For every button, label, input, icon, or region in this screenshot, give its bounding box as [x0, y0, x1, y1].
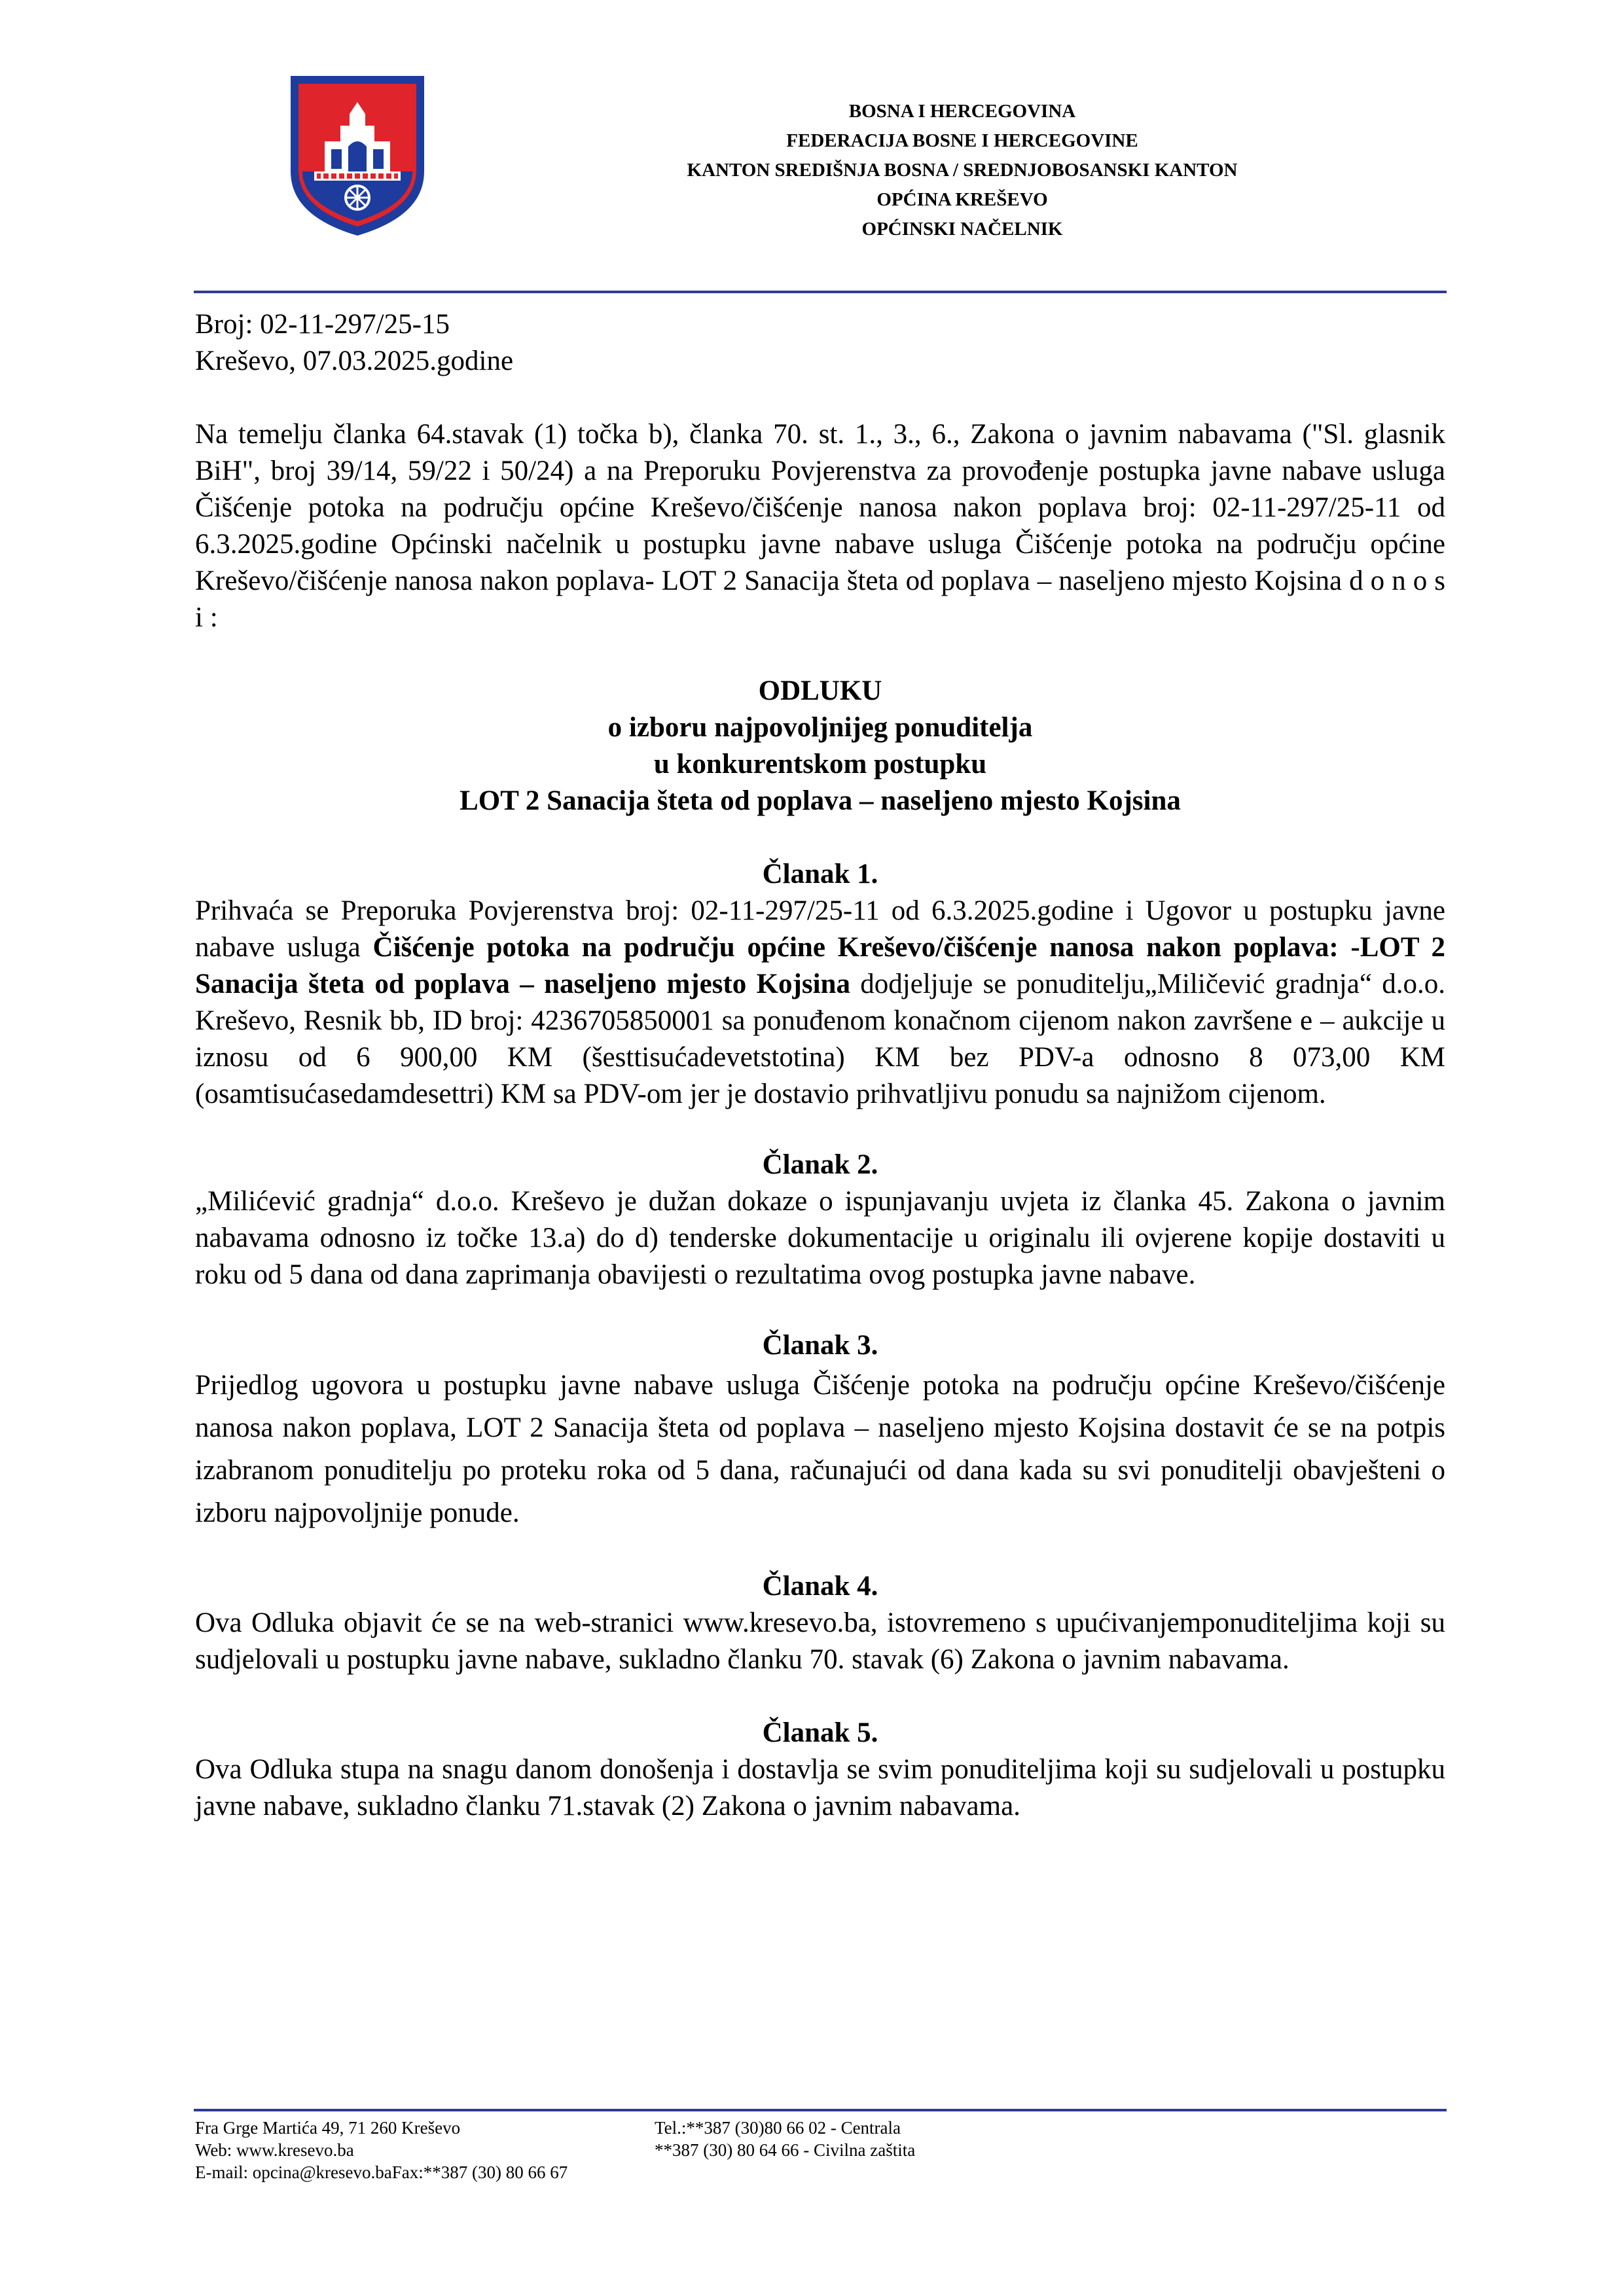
institution-header [589, 97, 1335, 244]
header-line-municipality: OPĆINA KREŠEVO [876, 189, 1048, 210]
document-body [195, 306, 1445, 1825]
footer-left-column [195, 2117, 653, 2183]
article-1-text [195, 893, 1445, 1113]
footer-address: Fra Grge Martića 49, 71 260 Kreševo [195, 2118, 461, 2138]
article-3-heading: Članak 3. [762, 1330, 878, 1361]
footer-web: Web: www.kresevo.ba [195, 2140, 354, 2160]
title-line-subject: o izboru najpovoljnijeg ponuditelja [607, 712, 1033, 743]
article-2-text: „Milićević gradnja“ d.o.o. Kreševo je dužan dokaze o ispunjavanju uvjeta iz članka 45. Zakona o javnim nabavama odnosno iz točke 13.a) do d) tenderske dokumentacije u originalu ili ovjerene kopije dostaviti u roku od 5 dana od dana zaprimanja obavijesti o rezultatima ovog postupka javne nabave. [195, 1186, 1445, 1290]
footer-divider [194, 2109, 1447, 2111]
title-line-procedure: u konkurentskom postupku [653, 749, 987, 780]
footer-right-column [655, 2117, 1113, 2161]
article-1-text-part1: Prihvaća se Preporuka Povjerenstva broj: 02-11-297/25-11 od 6.3.2025.godine i Ugovor u postupku javne nabave usluga [195, 895, 1445, 963]
footer-phone-civil-protection: **387 (30) 80 64 66 - Civilna zaštita [655, 2140, 916, 2160]
article-1-text-part2: dodjeljuje se ponuditelju„Miličević gradnja“ d.o.o. Kreševo, Resnik bb, ID broj: 4236705850001 sa ponuđenom konačnom cijenom nakon završene e – aukcije u iznosu od 6 900,00 KM (šesttisućadevetstotina) KM bez PDV-a odnosno 8 073,00 KM (osamtisućasedamdesettri) KM sa PDV-om jer je dostavio prihvatljivu ponudu sa najnižom cijenom. [195, 969, 1446, 1109]
reference-number: Broj: 02-11-297/25-15 [195, 309, 450, 340]
title-line-odluku: ODLUKU [758, 675, 882, 706]
document-meta [195, 306, 1445, 380]
article-2-heading: Članak 2. [762, 1149, 878, 1180]
article-4-text: Ova Odluka objavit će se na web-stranici www.kresevo.ba, istovremeno s upućivanjemponuditeljima koji su sudjelovali u postupku javne nabave, sukladno članku 70. stavak (6) Zakona o javnim nabavama. [195, 1607, 1445, 1675]
article-1-heading: Članak 1. [762, 859, 878, 889]
header-line-canton: KANTON SREDIŠNJA BOSNA / SREDNJOBOSANSKI KANTON [687, 160, 1238, 181]
article-5-heading: Članak 5. [762, 1717, 878, 1748]
header-divider [194, 291, 1447, 293]
header-line-country: BOSNA I HERCEGOVINA [848, 101, 1076, 122]
footer-phone-central: Tel.:**387 (30)80 66 02 - Centrala [655, 2118, 901, 2138]
title-line-lot: LOT 2 Sanacija šteta od poplava – naseljeno mjesto Kojsina [460, 785, 1181, 816]
article-3-text: Prijedlog ugovora u postupku javne nabave usluga Čišćenje potoka na području općine Kreševo/čišćenje nanosa nakon poplava, LOT 2 Sanacija šteta od poplava – naseljeno mjesto Kojsina dostavit će se na potpis izabranom ponuditelju po proteku roka od 5 dana, računajući od dana kada su svi ponuditelji obavješteni o izboru najpovoljnije ponude. [195, 1370, 1445, 1528]
kresevo-coat-of-arms-icon [288, 73, 427, 238]
article-1-text-bold: Čišćenje potoka na području općine Kreševo/čišćenje nanosa nakon poplava: -LOT 2 Sanacija šteta od poplava – naseljeno mjesto Kojsina [195, 932, 1446, 999]
article-5-text: Ova Odluka stupa na snagu danom donošenja i dostavlja se svim ponuditeljima koji su sudjelovali u postupku javne nabave, sukladno članku 71.stavak (2) Zakona o javnim nabavama. [195, 1754, 1445, 1821]
place-and-date: Kreševo, 07.03.2025.godine [195, 346, 514, 376]
article-4-heading: Članak 4. [762, 1571, 878, 1602]
footer-email-fax: E-mail: opcina@kresevo.baFax:**387 (30) 80 66 67 [195, 2162, 568, 2182]
header-line-federation: FEDERACIJA BOSNE I HERCEGOVINE [786, 130, 1138, 151]
decision-title [195, 673, 1445, 819]
intro-paragraph: Na temelju članka 64.stavak (1) točka b), članka 70. st. 1., 3., 6., Zakona o javnim nabavama ("Sl. glasnik BiH", broj 39/14, 59/22 i 50/24) a na Preporuku Povjerenstva za provođenje postupka javne nabave usluga Čišćenje potoka na području općine Kreševo/čišćenje nanosa nakon poplava broj: 02-11-297/25-11 od 6.3.2025.godine Općinski načelnik u postupku javne nabave usluga Čišćenje potoka na području općine Kreševo/čišćenje nanosa nakon poplava- LOT 2 Sanacija šteta od poplava – naseljeno mjesto Kojsina d o n o s i : [195, 419, 1445, 633]
header-line-office: OPĆINSKI NAČELNIK [861, 219, 1063, 240]
